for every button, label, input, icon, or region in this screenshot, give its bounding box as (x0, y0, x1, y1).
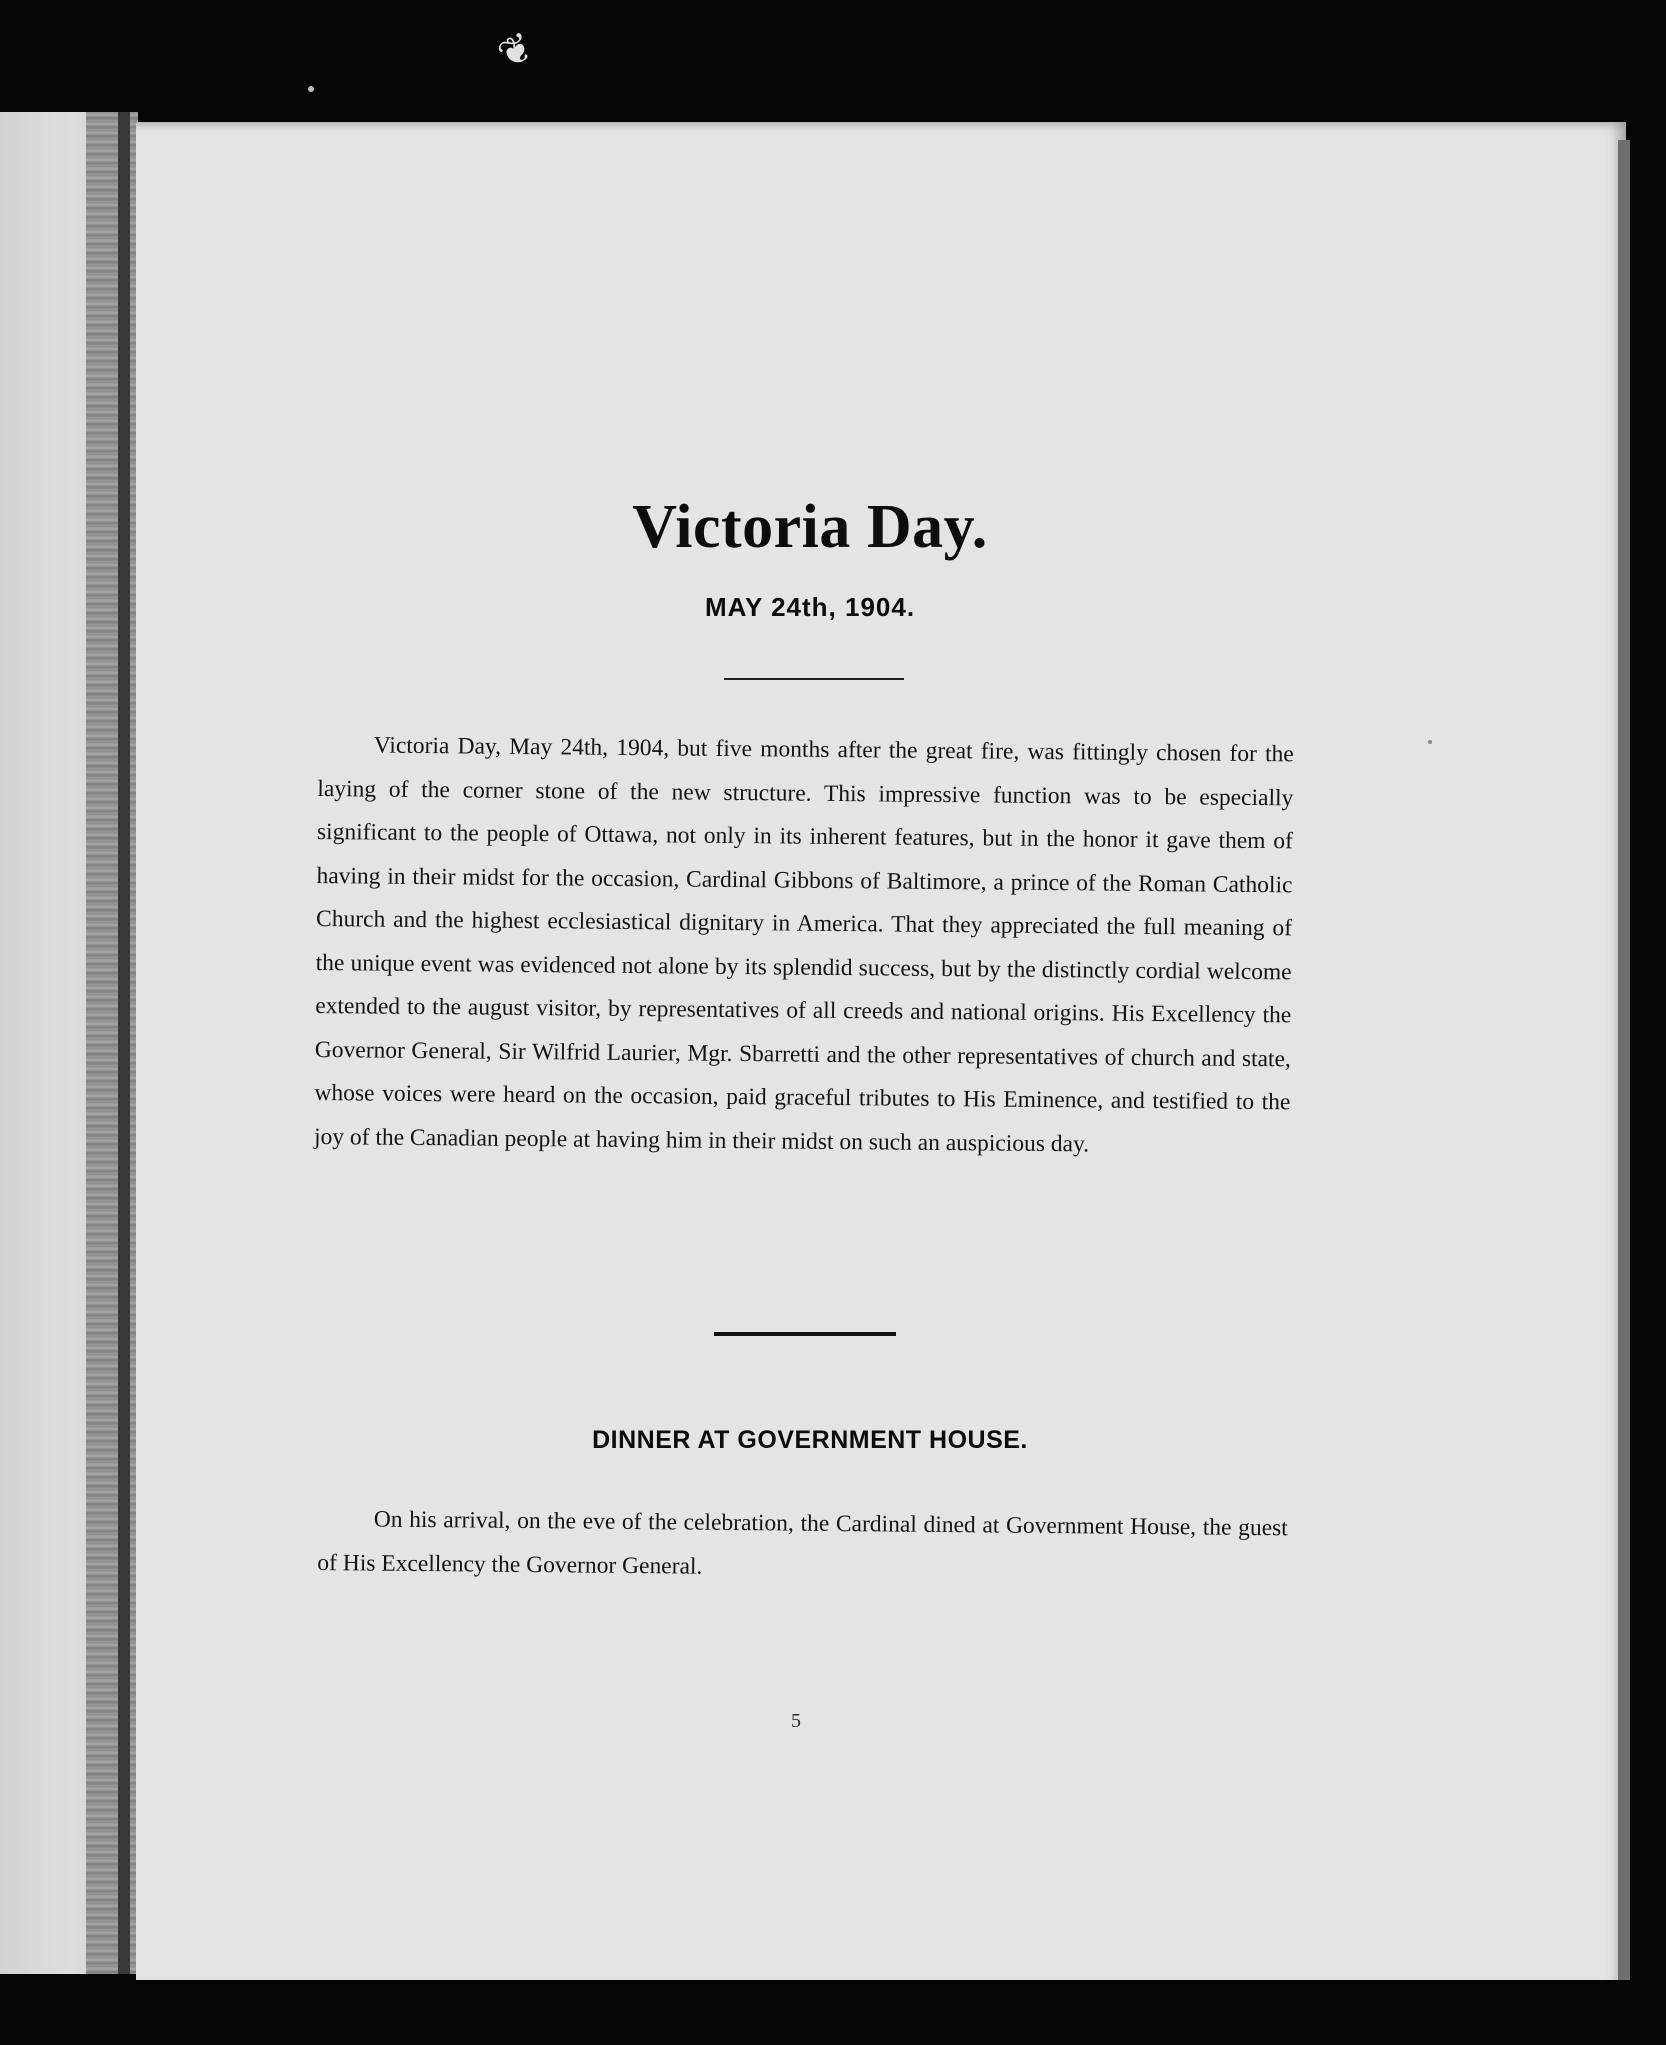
page-number: 5 (791, 1710, 801, 1732)
page-subtitle-date: MAY 24th, 1904. (704, 592, 916, 622)
smudge-mark: ❦ (490, 22, 542, 79)
dust-speck-right (1428, 740, 1432, 744)
dust-speck (308, 86, 314, 92)
page-right-edge (1618, 140, 1630, 1980)
section-heading: DINNER AT GOVERNMENT HOUSE. (592, 1426, 1028, 1454)
section-paragraph: On his arrival, on the eve of the celebration, the Cardinal dined at Government House, the guest of His Excellency the Governor General. (317, 1506, 1288, 1580)
body-paragraph: Victoria Day, May 24th, 1904, but five months after the great fire, was fittingly chosen for the laying of the corner stone of the new structure. This impressive function was to be especially significant to the people of Ottawa, not only in its inherent features, but in the honor it gave them of having in their midst for the occasion, Cardinal Gibbons of Baltimore, a prince of the Roman Catholic Church and the highest ecclesiastical dignitary in America. That they appreciated the full meaning of the unique event was evidenced not alone by its splendid success, but by the distinctly cordial welcome extended to the august visitor, by representatives of all creeds and national origins. His Excellency the Governor General, Sir Wilfrid Laurier, Mgr. Sbarretti and the other representatives of church and state, whose voices were heard on the occasion, paid graceful tributes to His Eminence, and testified to the joy of the Canadian people at having him in their midst on such an auspicious day. (313, 732, 1294, 1157)
book-spine (86, 112, 138, 1974)
section-divider-rule (714, 1332, 896, 1336)
spine-shadow (118, 112, 130, 1974)
divider-rule (724, 678, 904, 680)
page-title: Victoria Day. (632, 493, 988, 561)
